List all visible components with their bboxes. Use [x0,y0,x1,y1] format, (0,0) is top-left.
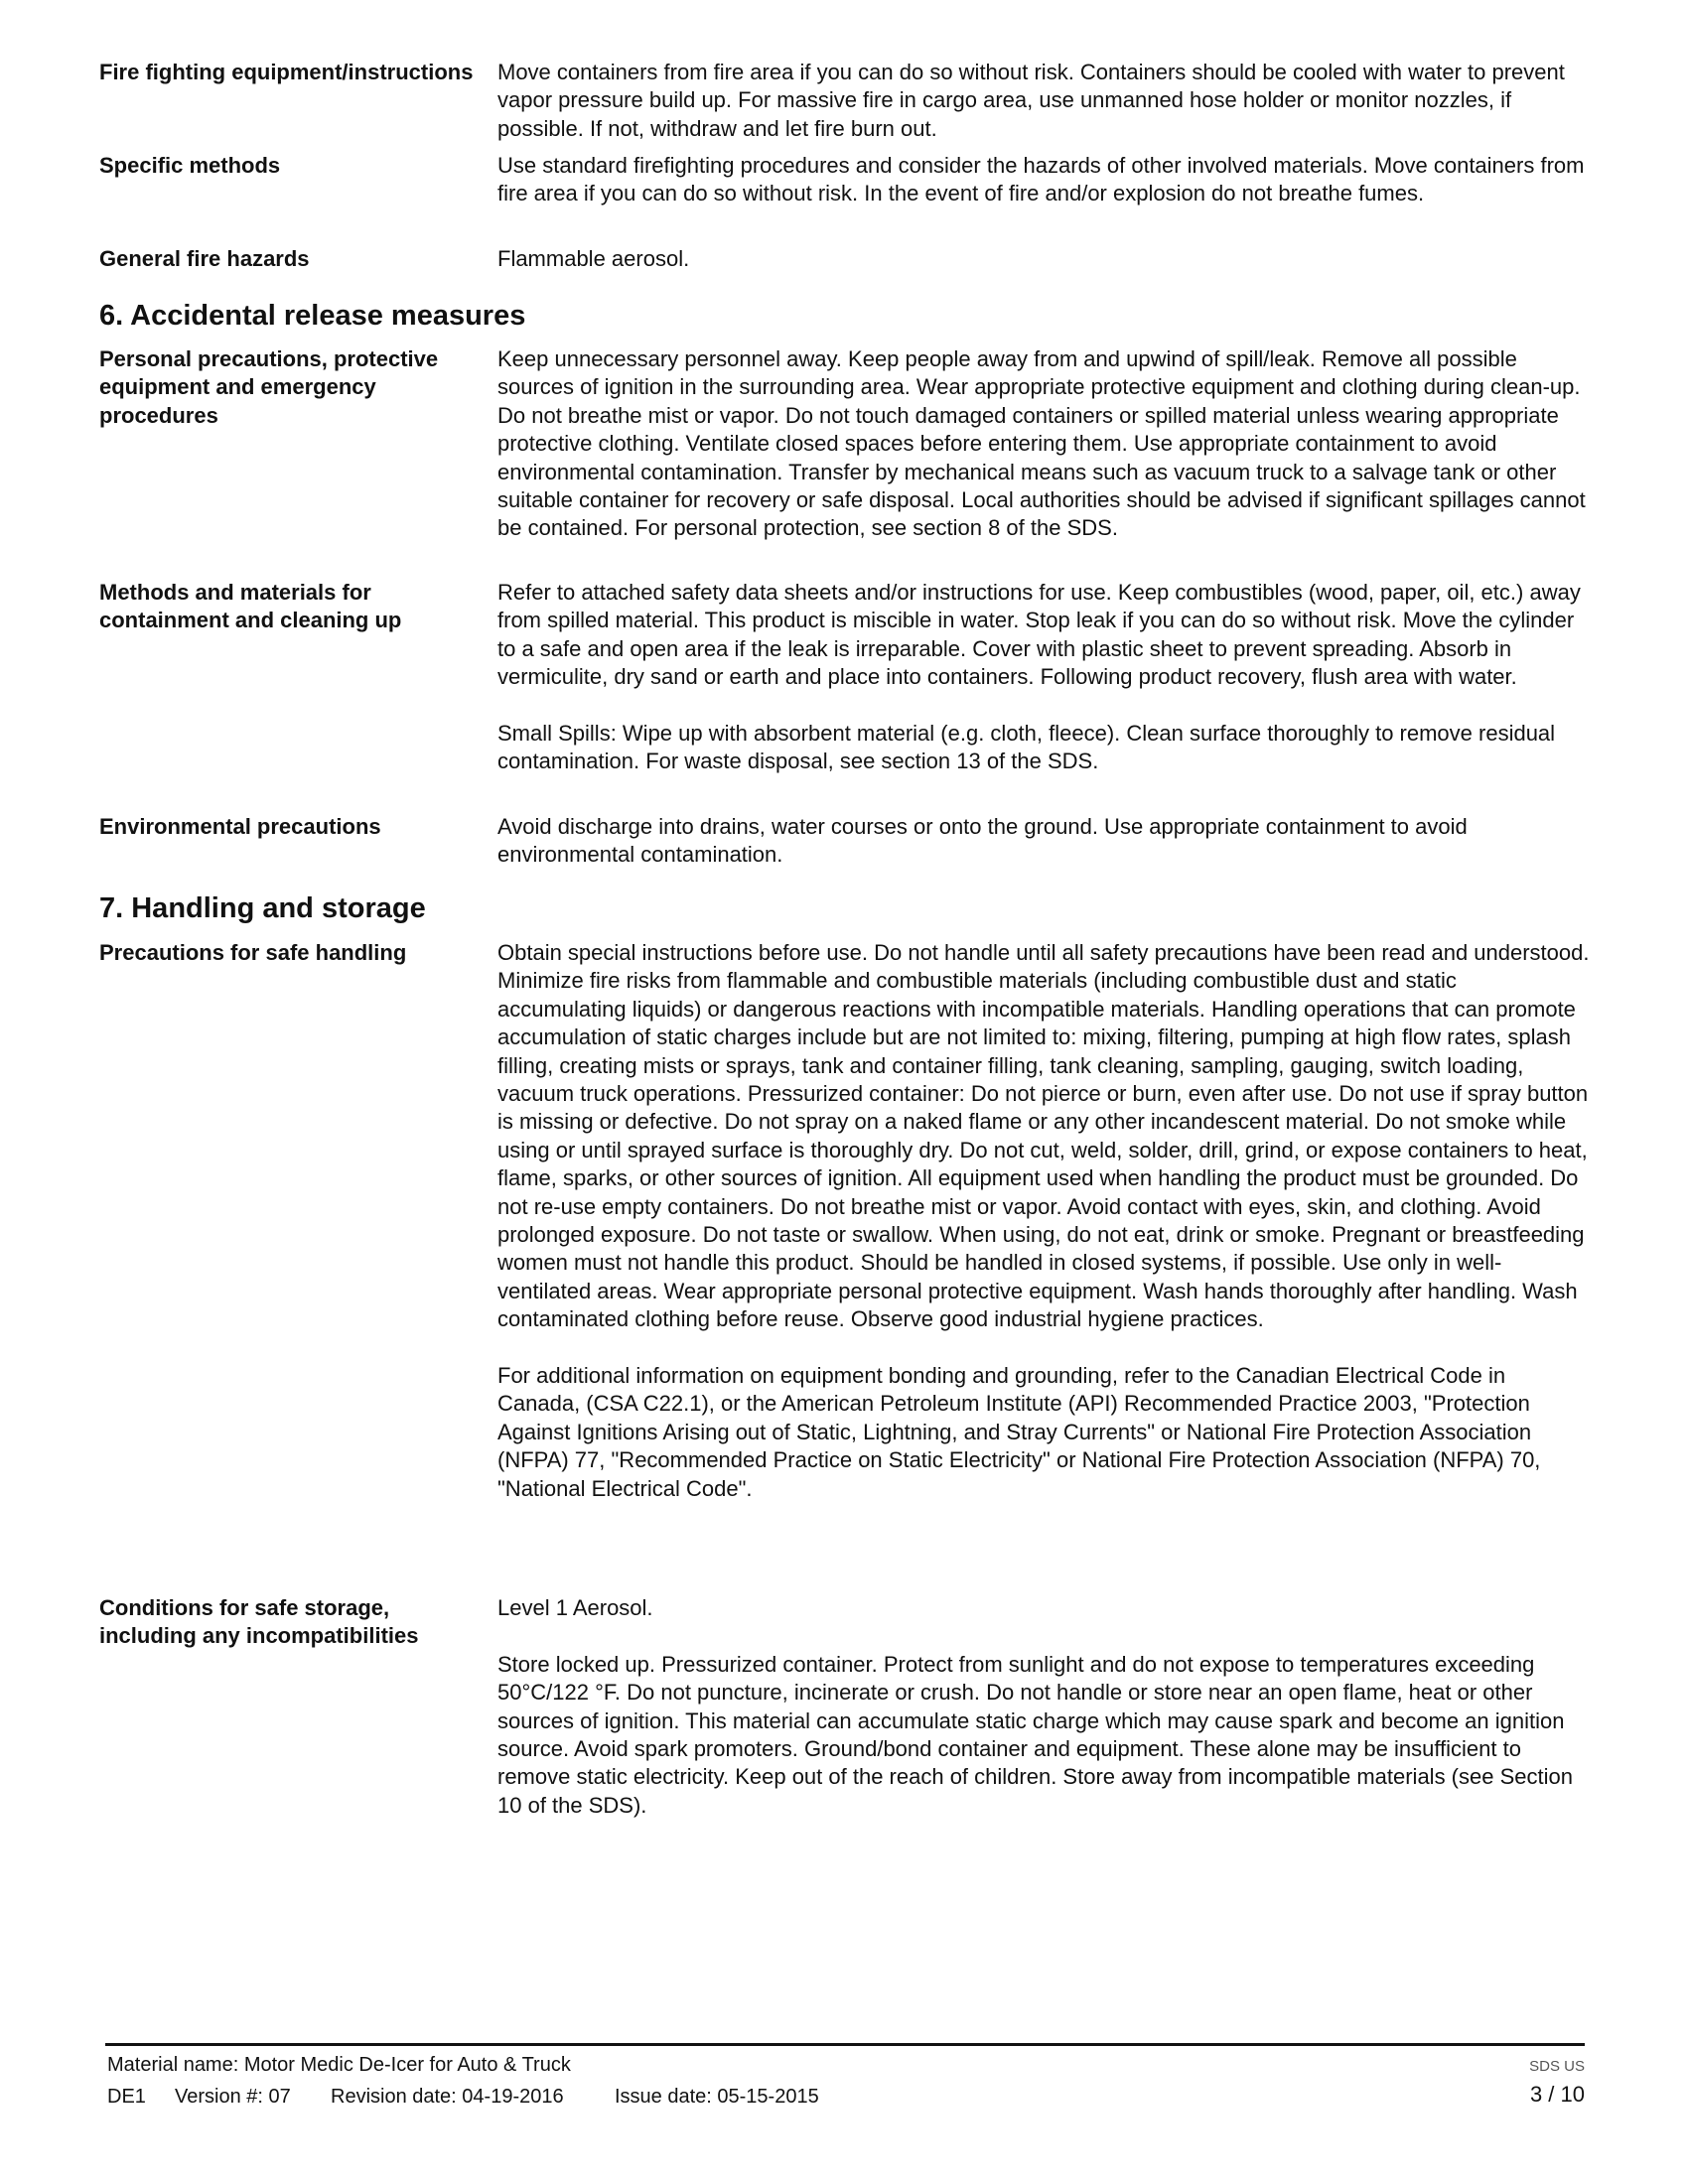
field-value [497,245,1590,273]
field-paragraph: Refer to attached safety data sheets and/or instructions for use. Keep combustibles (wood, paper, oil, etc.) away from spilled material. This product is miscible in water. Stop leak if you can do so without risk. Move the cylinder to a safe and open area if the leak is irreparable. Cover with plastic sheet to prevent spreading. Absorb in vermiculite, dry sand or earth and place into containers. Following product recovery, flush area with water. [497,580,1581,690]
field-paragraph: Flammable aerosol. [497,246,690,271]
footer-divider [105,2043,1585,2046]
field-value [497,345,1590,543]
field-paragraph: Keep unnecessary personnel away. Keep people away from and upwind of spill/leak. Remove all possible sources of ignition in the surrounding area. Wear appropriate protective equipment and clothing during clean-up. Do not breathe mist or vapor. Do not touch damaged containers or spilled material unless wearing appropriate protective clothing. Ventilate closed spaces before entering them. Use appropriate containment to avoid environmental contamination. Transfer by mechanical means such as vacuum truck to a salvage tank or other suitable container for recovery or safe disposal. Local authorities should be advised if significant spillages cannot be contained. For personal protection, see section 8 of the SDS. [497,346,1586,541]
field-paragraph: Small Spills: Wipe up with absorbent material (e.g. cloth, fleece). Clean surface thoroughly to remove residual contamination. For waste disposal, see section 13 of the SDS. [497,721,1556,774]
field-paragraph: Level 1 Aerosol. [497,1595,653,1620]
section-7-heading: 7. Handling and storage [99,892,426,924]
section-6-heading: 6. Accidental release measures [99,300,526,332]
field-value [497,813,1590,870]
field-value [497,152,1590,208]
field-paragraph: For additional information on equipment bonding and grounding, refer to the Canadian Electrical Code in Canada, (CSA C22.1), or the American Petroleum Institute (API) Recommended Practice 2003, "Protection Against Ignitions Arising out of Static, Lightning, and Stray Currents" or National Fire Protection Association (NFPA) 77, "Recommended Practice on Static Electricity" or National Fire Protection Association (NFPA) 70, "National Electrical Code". [497,1363,1541,1501]
field-value [497,579,1590,776]
field-paragraph: Store locked up. Pressurized container. Protect from sunlight and do not expose to temperatures exceeding 50°C/122 °F. Do not puncture, incinerate or crush. Do not handle or store near an open flame, heat or other sources of ignition. This material can accumulate static charge which may cause spark and become an ignition source. Avoid spark promoters. Ground/bond container and equipment. These alone may be insufficient to remove static electricity. Keep out of the reach of children. Store away from incompatible materials (see Section 10 of the SDS). [497,1651,1573,1818]
field-label: Conditions for safe storage, including any incompatibilities [99,1595,419,1649]
footer-issue-date: Issue date: 05-15-2015 [615,2086,819,2108]
footer-doc-type: SDS US [1529,2058,1585,2075]
footer-version: Version #: 07 [175,2086,291,2108]
field-label: Environmental precautions [99,814,381,839]
field-paragraph: Avoid discharge into drains, water courses or onto the ground. Use appropriate containment to avoid environmental contamination. [497,814,1468,868]
footer-product-code: DE1 [107,2086,146,2108]
footer-revision-date: Revision date: 04-19-2016 [331,2086,564,2108]
field-paragraph: Use standard firefighting procedures and consider the hazards of other involved materials. Move containers from fire area if you can do so without risk. In the event of fire and/or explosion do not breathe fumes. [497,153,1585,206]
field-label: Precautions for safe handling [99,940,407,965]
field-paragraph: Obtain special instructions before use. Do not handle until all safety precautions have been read and understood. Minimize fire risks from flammable and combustible materials (including combustible dust and static accumulating liquids) or dangerous reactions with incompatible materials. Handling operations that can promote accumulation of static charges include but are not limited to: mixing, filtering, pumping at high flow rates, splash filling, creating mists or sprays, tank and container filling, tank cleaning, sampling, gauging, switch loading, vacuum truck operations. Pressurized container: Do not pierce or burn, even after use. Do not use if spray button is missing or defective. Do not spray on a naked flame or any other incandescent material. Do not smoke while using or until sprayed surface is thoroughly dry. Do not cut, weld, solder, drill, grind, or expose containers to heat, flame, sparks, or other sources of ignition. All equipment used when handling the product must be grounded. Do not re-use empty containers. Do not breathe mist or vapor. Avoid contact with eyes, skin, and clothing. Avoid prolonged exposure. Do not taste or swallow. When using, do not eat, drink or smoke. Pregnant or breastfeeding women must not handle this product. Should be handled in closed systems, if possible. Use only in well-ventilated areas. Wear appropriate personal protective equipment. Wash hands thoroughly after handling. Wash contaminated clothing before reuse. Observe good industrial hygiene practices. [497,940,1590,1332]
footer-material-name: Material name: Motor Medic De-Icer for Auto & Truck [107,2054,571,2076]
footer-page-number: 3 / 10 [1529,2082,1585,2107]
field-label: General fire hazards [99,246,310,271]
field-paragraph: Move containers from fire area if you can do so without risk. Containers should be cooled with water to prevent vapor pressure build up. For massive fire in cargo area, use unmanned hose holder or monitor nozzles, if possible. If not, withdraw and let fire burn out. [497,60,1565,141]
field-label: Personal precautions, protective equipment and emergency procedures [99,346,439,428]
field-value [497,59,1590,143]
field-value [497,939,1590,1503]
field-value [497,1594,1590,1820]
field-label: Methods and materials for containment and cleaning up [99,580,402,633]
field-label: Specific methods [99,153,281,178]
field-label: Fire fighting equipment/instructions [99,60,474,84]
